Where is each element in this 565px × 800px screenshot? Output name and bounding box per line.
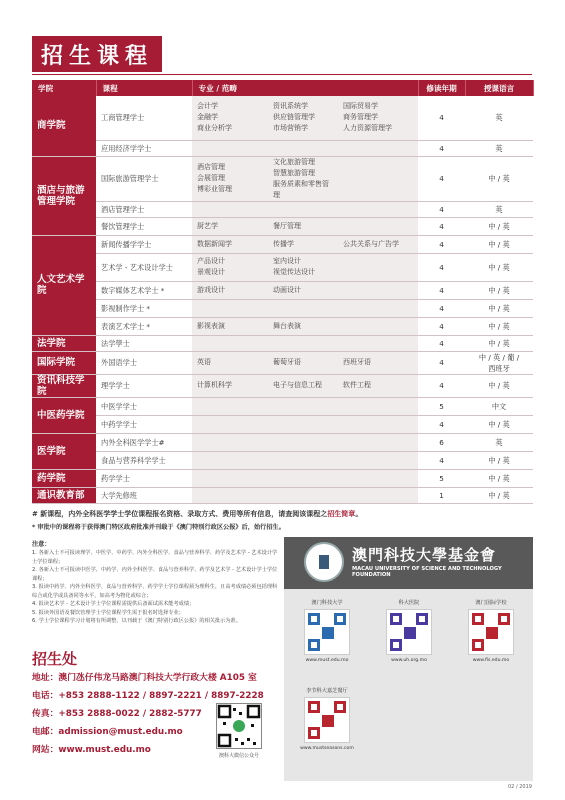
school-cell: 法学院	[32, 335, 96, 351]
area-cell	[338, 156, 418, 201]
area-cell	[338, 397, 418, 415]
qr-url[interactable]: www.uh.org.mo	[391, 658, 427, 663]
years-cell: 4	[418, 253, 465, 281]
table-row	[32, 487, 533, 503]
area-cell	[338, 140, 418, 156]
qr-label: 澳门科技大学	[311, 600, 343, 606]
qr-code[interactable]	[386, 609, 432, 655]
qr-block	[458, 599, 524, 663]
qr-block	[294, 599, 360, 663]
qr-label: 澳门国际学校	[475, 600, 507, 606]
school-cell: 通识教育部	[32, 487, 96, 503]
years-cell: 4	[418, 140, 465, 156]
area-cell	[338, 415, 418, 433]
table-row	[32, 281, 533, 299]
school-cell: 国际学院	[32, 351, 96, 374]
years-cell: 4	[418, 217, 465, 235]
area-cell: 餐厅管理	[268, 217, 338, 235]
years-cell: 1	[418, 487, 465, 503]
notes-heading: 注意：	[32, 541, 51, 548]
col-header-years: 修读年期	[418, 80, 465, 96]
course-cell: 内外全科医学学士#	[96, 433, 192, 451]
admissions-email[interactable]: 电邮：admission@must.edu.mo	[32, 727, 183, 737]
table-row	[32, 253, 533, 281]
area-cell	[268, 397, 338, 415]
language-cell: 中 / 英	[465, 451, 533, 469]
table-row	[32, 299, 533, 317]
qr-block	[294, 687, 360, 751]
area-cell: 酒店管理 会展管理 博彩业管理	[192, 156, 268, 201]
course-cell: 餐饮管理学士	[96, 217, 192, 235]
col-header-school: 学院	[32, 80, 96, 96]
area-cell: 公共关系与广告学	[338, 235, 418, 253]
table-row	[32, 317, 533, 335]
page-number: 02 / 2019	[508, 784, 532, 790]
pending-approval-note: * 审批中的课程将于获得澳门特区政府批准并刊载于《澳门特别行政区公报》后，始行招生。	[32, 524, 285, 531]
area-cell: 西班牙语	[338, 351, 418, 374]
school-cell: 药学院	[32, 469, 96, 487]
language-cell: 中 / 英	[465, 281, 533, 299]
language-cell: 中 / 英	[465, 415, 533, 433]
area-cell	[268, 299, 338, 317]
note-item: 1. 各新入士不可报读理学、中医学、中药学、内外全科医学、食品与营养科学、药学及艺术学 - 艺术设计学士学位课程；	[32, 550, 278, 565]
area-cell	[338, 201, 418, 217]
table-row	[32, 397, 533, 415]
area-cell	[192, 451, 268, 469]
note-item: 2. 各新入士不可报读中医学、中药学、内外全科医学、食品与营养科学、药学及艺术学 - 艺术设计学士学位课程；	[32, 567, 278, 582]
area-cell	[192, 140, 268, 156]
language-cell: 英	[465, 140, 533, 156]
area-cell	[268, 415, 338, 433]
school-cell: 人文艺术学院	[32, 235, 96, 335]
area-cell: 会计学 金融学 商业分析学	[192, 96, 268, 140]
wechat-qr-code	[216, 703, 262, 749]
course-cell: 食品与营养科学学士	[96, 451, 192, 469]
area-cell: 葡萄牙语	[268, 351, 338, 374]
foundation-name-zh: 澳門科技大學基金會	[352, 546, 497, 564]
language-cell: 英	[465, 96, 533, 140]
course-cell: 工商管理学士	[96, 96, 192, 140]
language-cell: 英	[465, 201, 533, 217]
area-cell: 文化旅游管理 智慧旅游管理 服务质素和零售管理	[268, 156, 338, 201]
years-cell: 4	[418, 235, 465, 253]
language-cell: 中 / 英	[465, 374, 533, 397]
area-cell: 资讯系统学 供应链管理学 市场营销学	[268, 96, 338, 140]
language-cell: 中 / 英	[465, 217, 533, 235]
qr-url[interactable]: www.must.edu.mo	[305, 658, 349, 663]
note-item: 3. 报读中药学、内外全科医学、食品与营养科学、药学学士学位课程须为理科生，且高考成绩必须包括理科综合或化学或具备同等水平，如高考为物化或综合；	[32, 584, 278, 599]
language-cell: 中 / 英	[465, 469, 533, 487]
area-cell	[192, 299, 268, 317]
area-cell	[338, 487, 418, 503]
area-cell	[192, 469, 268, 487]
language-cell: 英	[465, 433, 533, 451]
years-cell: 5	[418, 469, 465, 487]
course-cell: 外国语学士	[96, 351, 192, 374]
qr-code[interactable]	[304, 697, 350, 743]
years-cell: 5	[418, 397, 465, 415]
note-item: 4. 报读艺术学 - 艺术设计学士学位课程需提供后备面试需术能考成绩；	[32, 601, 195, 607]
language-cell: 中 / 英 / 葡 / 西班牙	[465, 351, 533, 374]
area-cell	[338, 433, 418, 451]
years-cell: 4	[418, 201, 465, 217]
area-cell: 厨艺学	[192, 217, 268, 235]
years-cell: 4	[418, 351, 465, 374]
school-cell: 医学院	[32, 433, 96, 469]
table-row	[32, 217, 533, 235]
table-row	[32, 201, 533, 217]
language-cell: 中 / 英	[465, 156, 533, 201]
area-cell	[338, 335, 418, 351]
area-cell	[338, 299, 418, 317]
area-cell	[192, 201, 268, 217]
area-cell	[268, 469, 338, 487]
area-cell	[192, 397, 268, 415]
area-cell: 计算机科学	[192, 374, 268, 397]
area-cell	[338, 317, 418, 335]
course-table	[32, 80, 534, 504]
table-header-row	[32, 80, 533, 96]
area-cell	[268, 487, 338, 503]
table-row	[32, 96, 533, 140]
language-cell: 中 / 英	[465, 299, 533, 317]
area-cell	[268, 140, 338, 156]
qr-code[interactable]	[468, 609, 514, 655]
course-cell: 数字媒体艺术学士 *	[96, 281, 192, 299]
school-cell: 资讯科技学院	[32, 374, 96, 397]
area-cell	[268, 451, 338, 469]
area-cell	[268, 433, 338, 451]
admissions-phone: 电话：+853 2888-1122 / 8897-2221 / 8897-2228	[32, 691, 264, 701]
area-cell	[192, 487, 268, 503]
school-cell: 酒店与旅游管理学院	[32, 156, 96, 235]
years-cell: 4	[418, 335, 465, 351]
col-header-course: 课程	[96, 80, 192, 96]
admissions-fax: 传真：+853 2888-0022 / 2882-5777	[32, 709, 202, 719]
years-cell: 4	[418, 415, 465, 433]
col-header-area: 专业 / 范畴	[192, 80, 418, 96]
foundation-header	[284, 537, 533, 589]
admissions-website[interactable]: 网站：www.must.edu.mo	[32, 745, 151, 755]
qr-label: 科大医院	[398, 600, 420, 606]
course-cell: 国际旅游管理学士	[96, 156, 192, 201]
years-cell: 4	[418, 156, 465, 201]
notes-list	[32, 549, 278, 626]
title-divider	[32, 74, 532, 75]
language-cell: 中文	[465, 397, 533, 415]
course-cell: 新闻传播学学士	[96, 235, 192, 253]
course-cell: 酒店管理学士	[96, 201, 192, 217]
page-title: 招生课程	[32, 36, 162, 72]
table-row	[32, 469, 533, 487]
area-cell: 游戏设计	[192, 281, 268, 299]
table-row	[32, 415, 533, 433]
years-cell: 4	[418, 451, 465, 469]
course-cell: 中医学学士	[96, 397, 192, 415]
wechat-label: 澳科大微信公众号	[218, 753, 259, 759]
area-cell	[338, 281, 418, 299]
qr-url[interactable]: www.mustseasons.com	[300, 746, 354, 751]
course-cell: 中药学学士	[96, 415, 192, 433]
years-cell: 4	[418, 96, 465, 140]
course-cell: 药学学士	[96, 469, 192, 487]
language-cell: 中 / 英	[465, 487, 533, 503]
qr-block	[376, 599, 442, 663]
area-cell	[338, 469, 418, 487]
course-cell: 大学先修班	[96, 487, 192, 503]
brochure-link[interactable]: 招生简章	[327, 510, 356, 518]
course-cell: 法学學士	[96, 335, 192, 351]
area-cell	[192, 335, 268, 351]
foundation-logo-icon	[304, 542, 344, 582]
area-cell	[268, 201, 338, 217]
area-cell: 室内设计 视觉传达设计	[268, 253, 338, 281]
area-cell	[338, 217, 418, 235]
foundation-name-en: MACAU UNIVERSITY OF SCIENCE AND TECHNOLOGY FOUNDATION	[352, 566, 502, 578]
years-cell: 4	[418, 299, 465, 317]
area-cell	[268, 335, 338, 351]
area-cell	[192, 433, 268, 451]
area-cell	[338, 253, 418, 281]
table-row	[32, 433, 533, 451]
foundation-panel	[284, 537, 533, 781]
course-cell: 影视制作学士 *	[96, 299, 192, 317]
years-cell: 6	[418, 433, 465, 451]
col-header-lang: 授课语言	[465, 80, 533, 96]
area-cell: 影视表演	[192, 317, 268, 335]
area-cell: 传播学	[268, 235, 338, 253]
table-row	[32, 235, 533, 253]
table-row	[32, 140, 533, 156]
language-cell: 中 / 英	[465, 317, 533, 335]
course-cell: 理学学士	[96, 374, 192, 397]
table-row	[32, 374, 533, 397]
qr-url[interactable]: www.fis.edu.mo	[472, 658, 510, 663]
language-cell: 中 / 英	[465, 253, 533, 281]
admissions-address: 地址：澳门氹仔伟龙马路澳门科技大学行政大楼 A105 室	[32, 673, 257, 683]
qr-label: 李节科大嘉芝餐厅	[306, 688, 348, 694]
area-cell: 产品设计 景观设计	[192, 253, 268, 281]
area-cell: 电子与信息工程	[268, 374, 338, 397]
note-item: 5. 报读外国语及餐饮管理学士学位课程学生需于报名时选择专业；	[32, 609, 184, 616]
table-row	[32, 351, 533, 374]
area-cell	[338, 451, 418, 469]
years-cell: 4	[418, 281, 465, 299]
course-cell: 表演艺术学士 *	[96, 317, 192, 335]
admissions-title: 招生处	[32, 650, 78, 668]
language-cell: 中 / 英	[465, 235, 533, 253]
note-item: 6. 学士学位课程学习计划将有所调整，以刊载于《澳门特别行政区公报》的相关批示为准。	[32, 618, 241, 624]
area-cell: 舞台表演	[268, 317, 338, 335]
table-row	[32, 156, 533, 201]
area-cell	[192, 415, 268, 433]
language-cell: 中 / 英	[465, 335, 533, 351]
new-course-note: # 新课程，内外全科医学学士学位课程报名资格、录取方式、费用等所有信息，请查阅该课程之招生简章。	[32, 510, 363, 518]
school-cell: 商学院	[32, 96, 96, 156]
table-row	[32, 335, 533, 351]
area-cell: 英语	[192, 351, 268, 374]
school-cell: 中医药学院	[32, 397, 96, 433]
area-cell: 数据新闻学	[192, 235, 268, 253]
table-row	[32, 451, 533, 469]
area-cell: 动画设计	[268, 281, 338, 299]
course-cell: 应用经济学学士	[96, 140, 192, 156]
years-cell: 4	[418, 374, 465, 397]
years-cell: 4	[418, 317, 465, 335]
qr-code[interactable]	[304, 609, 350, 655]
course-cell: 艺术学 - 艺术设计学士	[96, 253, 192, 281]
area-cell: 国际贸易学 商务管理学 人力资源管理学	[338, 96, 418, 140]
area-cell: 软件工程	[338, 374, 418, 397]
